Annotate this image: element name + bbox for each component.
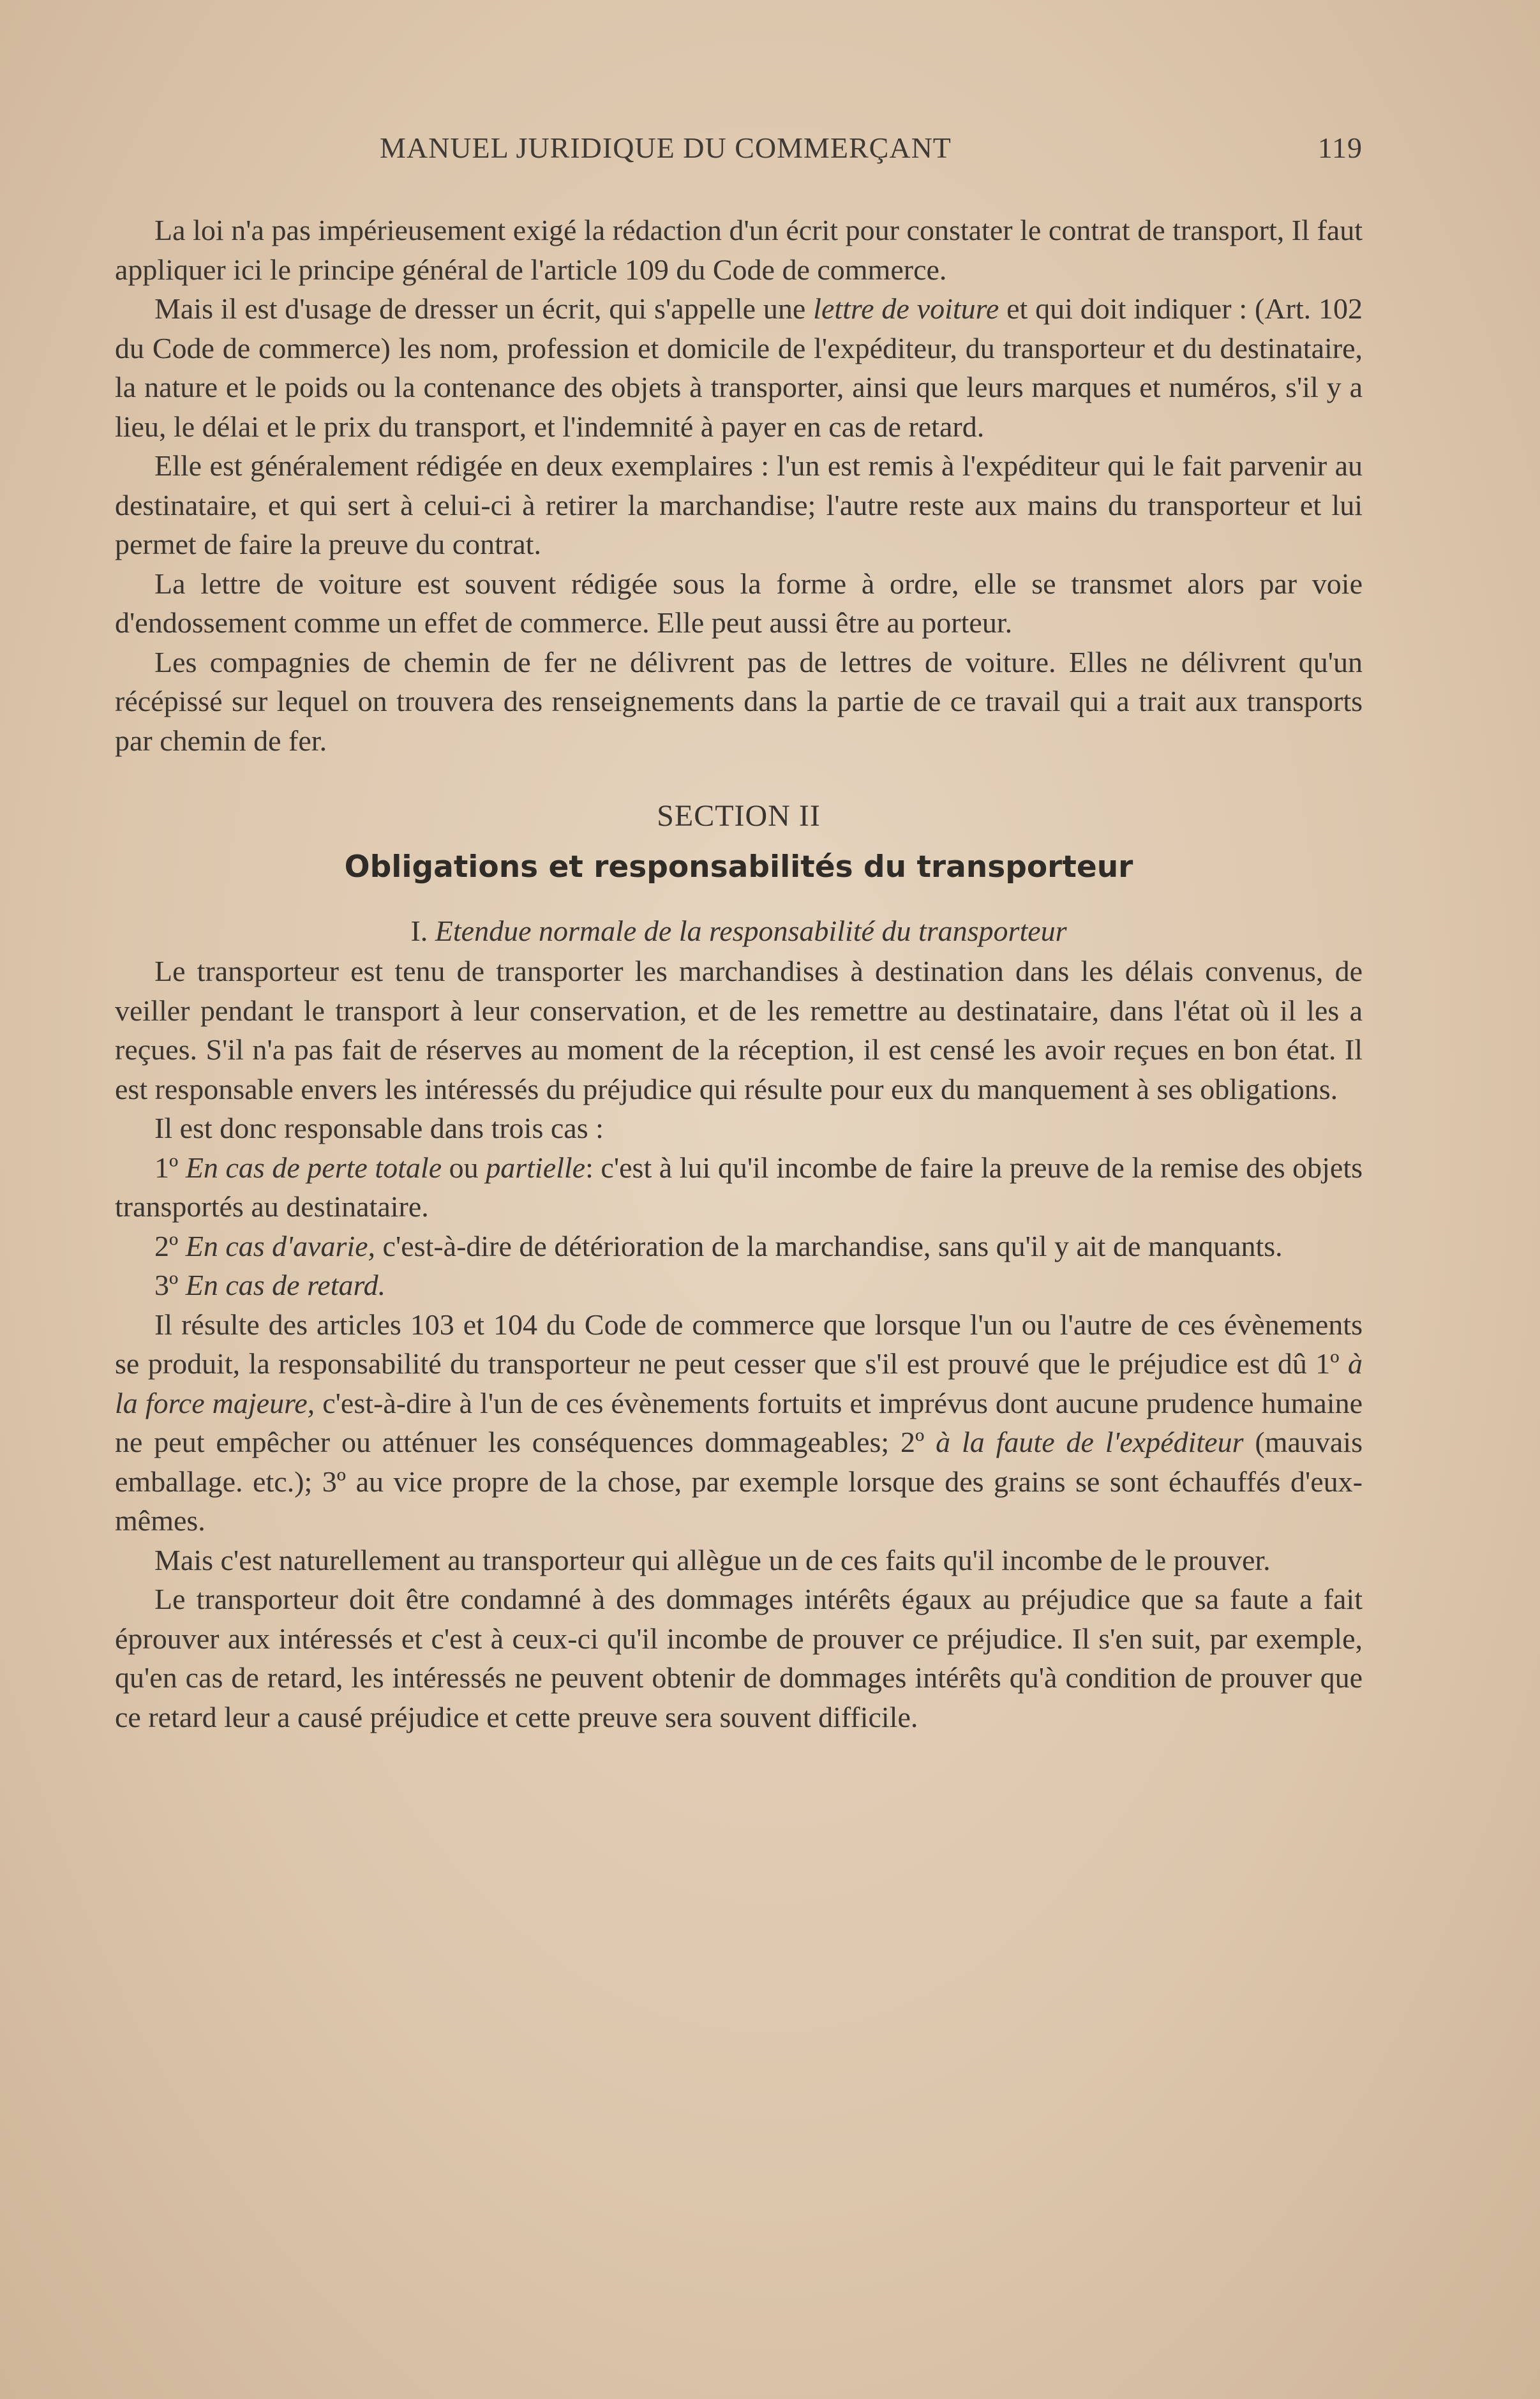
item-number: 2º: [154, 1229, 186, 1262]
paragraph: Elle est généralement rédigée en deux exemplaires : l'un est remis à l'expéditeur qui le fait parvenir au destinataire, et qui sert à celui-ci à retirer la marchandise; l'autre reste aux mains du transporteur et lui permet de faire la preuve du contrat.: [115, 449, 1363, 560]
italic-term: En cas d'avarie,: [185, 1229, 376, 1262]
subsection-number: I.: [410, 915, 428, 947]
italic-term: à la force majeure,: [115, 1347, 1363, 1419]
text-run: c'est-à-dire à l'un de ces évènements fortuits et imprévus dont aucune prudence humaine ne peut empêcher ou atténuer les conséquences dommageables; 2º: [115, 1386, 1363, 1458]
subsection-heading: [115, 911, 1363, 952]
paragraph: La loi n'a pas impérieusement exigé la rédaction d'un écrit pour constater le contrat de transport, Il faut appliquer ici le principe général de l'article 109 du Code de commerce.: [115, 214, 1363, 286]
text-run: c'est-à-dire de détérioration de la marchandise, sans qu'il y ait de manquants.: [375, 1229, 1283, 1262]
text-run: : c'est à lui qu'il incombe de faire la preuve de la remise des objets transportés au destinataire.: [115, 1151, 1363, 1223]
text-run: Il résulte des articles 103 et 104 du Code de commerce que lorsque l'un ou l'autre de ces évènements se produit, la responsabilité du transporteur ne peut cesser que s'il est prouvé que le préjudice est dû 1º: [115, 1308, 1363, 1380]
item-number: 3º: [154, 1269, 186, 1301]
page-number: 119: [1317, 131, 1363, 164]
list-item: [115, 1148, 1363, 1227]
paragraph: [115, 1305, 1363, 1541]
paragraph: [115, 289, 1363, 446]
list-item: [115, 1266, 1363, 1305]
italic-term: En cas de perte totale: [185, 1151, 442, 1184]
italic-term: En cas de retard.: [185, 1269, 386, 1301]
italic-term: lettre de voiture: [813, 292, 999, 325]
paragraph: Les compagnies de chemin de fer ne délivrent pas de lettres de voiture. Elles ne délivrent qu'un récépissé sur lequel on trouvera des renseignements dans la partie de ce travail qui a trait aux transports par chemin de fer.: [115, 645, 1363, 757]
subsection-title: Etendue normale de la responsabilité du transporteur: [435, 915, 1067, 947]
section-label: SECTION II: [657, 799, 821, 833]
paragraph: La lettre de voiture est souvent rédigée sous la forme à ordre, elle se transmet alors par voie d'endossement comme un effet de commerce. Elle peut aussi être au porteur.: [115, 567, 1363, 639]
section-heading: Obligations et responsabilités du transporteur: [344, 849, 1133, 885]
italic-term: à la faute de l'expéditeur: [936, 1426, 1244, 1458]
page-body: [115, 211, 1363, 1737]
list-item: [115, 1227, 1363, 1266]
running-header: [115, 131, 1363, 169]
text-run: ou: [442, 1151, 486, 1184]
item-number: 1º: [154, 1151, 186, 1184]
text-run: Mais il est d'usage de dresser un écrit, qui s'appelle une: [154, 292, 814, 325]
italic-term: partielle: [486, 1151, 586, 1184]
paragraph: Il est donc responsable dans trois cas :: [154, 1112, 604, 1144]
paragraph: Mais c'est naturellement au transporteur qui allègue un de ces faits qu'il incombe de le prouver.: [154, 1543, 1271, 1576]
header-title: MANUEL JURIDIQUE DU COMMERÇANT: [380, 131, 952, 164]
paragraph: Le transporteur doit être condamné à des dommages intérêts égaux au préjudice que sa faute a fait éprouver aux intéressés et c'est à ceux-ci qu'il incombe de prouver ce préjudice. Il s'en suit, par exemple, qu'en cas de retard, les intéressés ne peuvent obtenir de dommages intérêts qu'à condition de prouver que ce retard leur a causé préjudice et cette preuve sera souvent difficile.: [115, 1583, 1363, 1733]
text-run: et qui doit indiquer : (Art. 102 du Code de commerce) les nom, profession et domicile de l'expéditeur, du transporteur et du destinataire, la nature et le poids ou la contenance des objets à transporter, ainsi que leurs marques et numéros, s'il y a lieu, le délai et le prix du transport, et l'indemnité à payer en cas de retard.: [115, 292, 1363, 443]
paragraph: Le transporteur est tenu de transporter les marchandises à destination dans les délais convenus, de veiller pendant le transport à leur conservation, et de les remettre au destinataire, dans l'état où il les a reçues. S'il n'a pas fait de réserves au moment de la réception, il est censé les avoir reçues en bon état. Il est responsable envers les intéressés du préjudice qui résulte pour eux du manquement à ses obligations.: [115, 955, 1363, 1105]
text-run: (mauvais emballage. etc.); 3º au vice propre de la chose, par exemple lorsque des grains se sont échauffés d'eux-mêmes.: [115, 1426, 1363, 1537]
